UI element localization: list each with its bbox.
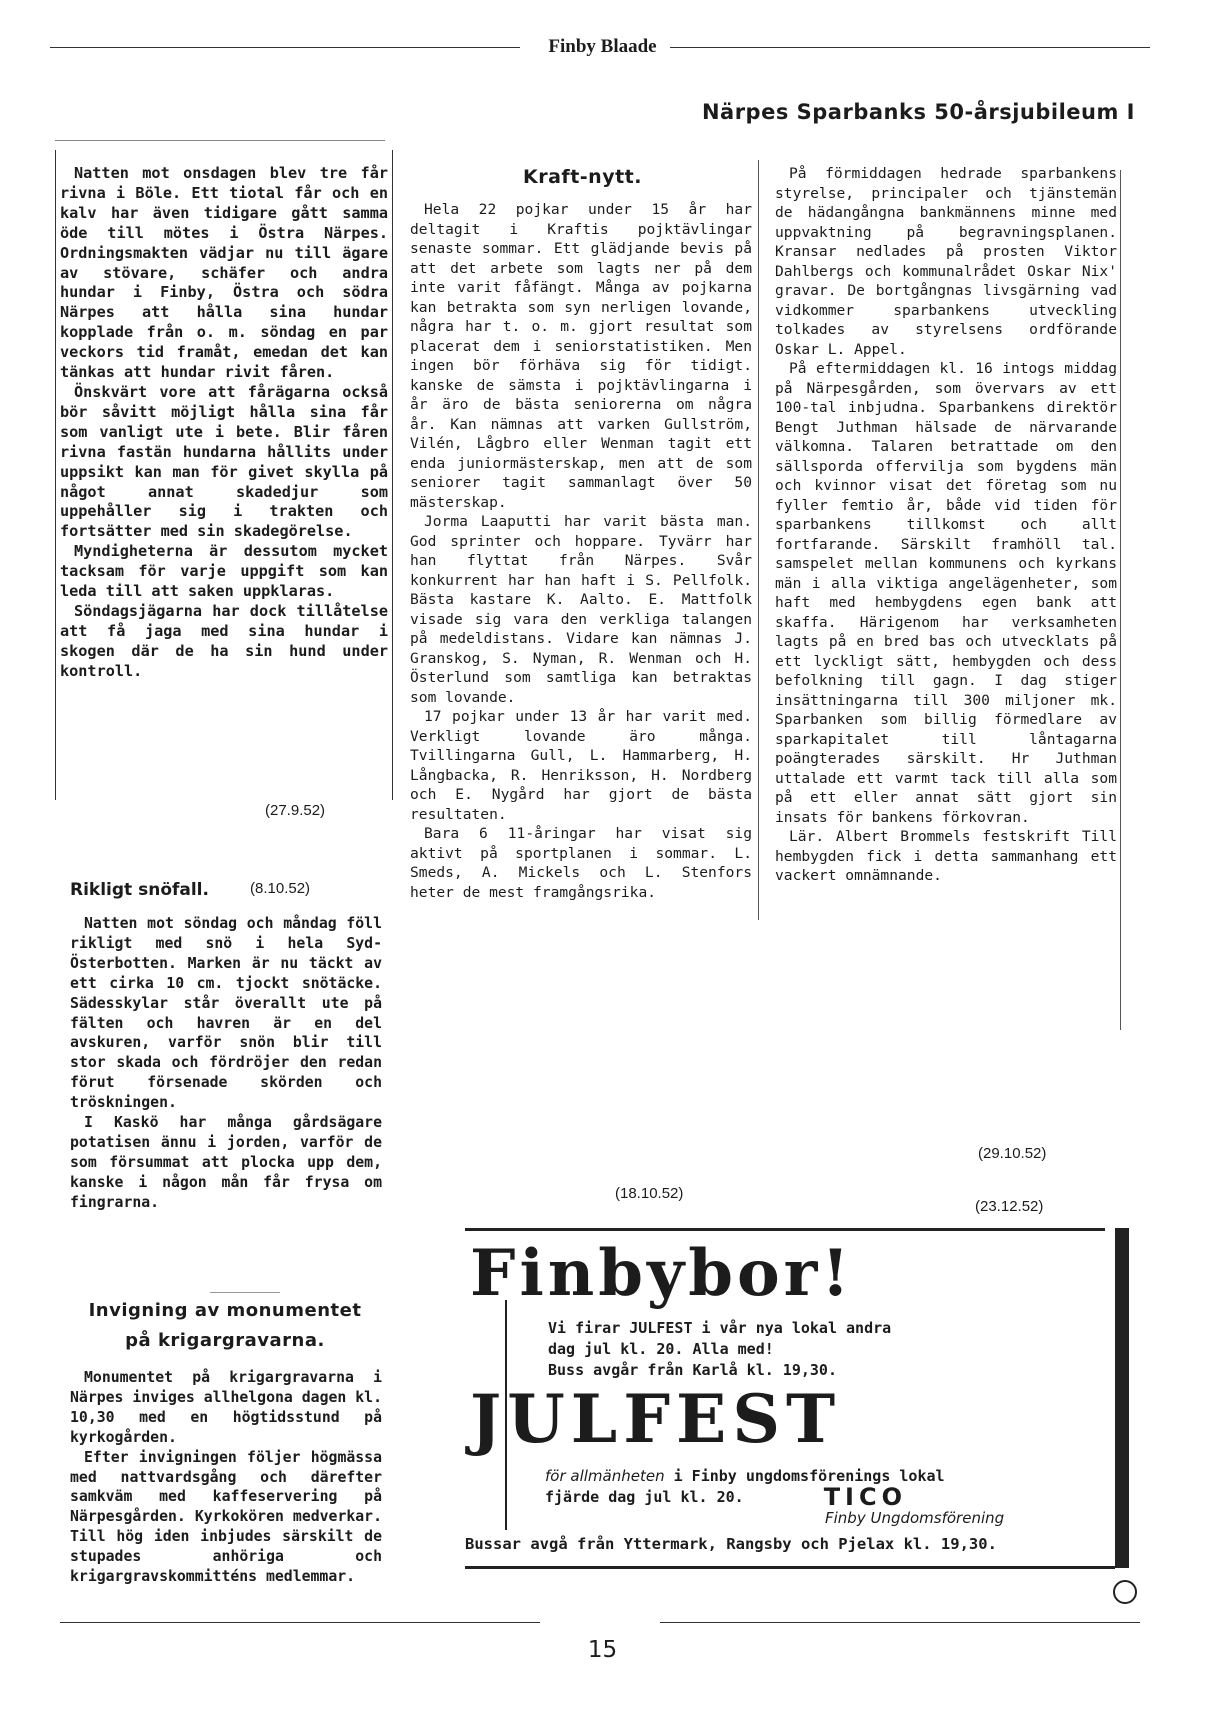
column1-right-rule — [392, 150, 393, 800]
article-paragraph: På eftermiddagen kl. 16 intogs middag på Närpesgården, som övervars av ett 100-tal inbjudna. Sparbankens direktör Bengt Juthman hälsade de närvarande välkomna. Talaren betrattade om den sällsporda offervilja som bygdens män och kvinnor visat det företag som nu fyller femtio år, både vid tiden för sparbankens tillkomst och allt fortfarande. Särskilt framhöll tal. samspelet mellan kommunens och kyrkans män i alla viktiga angelägenheter, som haft med hembygdens egen bank att skaffa. Härigenom har verksamheten lagts på en bred bas och utvecklats på ett lyckligt sätt, hembygden och dess befolkning till gagn. I dag stiger insättningarna till 300 miljoner mk. Sparbanken som billig förmedlare av sparkapitalet till låntagarna poängterades särskilt. Hr Juthman uttalade ett varmt tack till alla som på ett eller annat sätt gjort sin insats för bankens förkovran. — [775, 360, 1117, 826]
article-paragraph: Lär. Albert Brommels festskrift Till hembygden fick i detta sammanhang ett vackert omnämnande. — [775, 828, 1117, 884]
ad-tico: TICO — [823, 1483, 908, 1511]
column2-right-rule — [758, 160, 759, 920]
monument-title-line1: Invigning av monumentet — [88, 1300, 362, 1321]
article-paragraph: På förmiddagen hedrade sparbankens styrelse, principaler och tjänstemän de hädangångna bankmännens minne med uppvaktning på begravningsplanen. Kransar nedlades på prosten Viktor Dahlbergs och kommunalrådet Oskar Nix' gravar. De bortgångnas livsgärning vad vidkommer sparbankens utveckling tolkades av styrelsens ordförande Oskar L. Appel. — [775, 165, 1117, 358]
article-sheep — [60, 164, 388, 682]
header-rule-right — [670, 47, 1150, 48]
article-paragraph: Natten mot söndag och måndag föll rikligt med snö i hela Syd-Österbotten. Marken är nu täckt av ett cirka 10 cm. tjockt snötäcke. Sädesskylar står överallt ute på fälten och havren är en del avskuren, varför snön blir till stor skada och fördröjer den redan förut försenade skörden och tröskningen. — [70, 915, 382, 1112]
ad-signature: Finby Ungdomsförening — [825, 1509, 1005, 1527]
article-paragraph: Natten mot onsdagen blev tre får rivna i Böle. Ett tiotal får och en kalv har även tidigare gått samma öde till mötes i Östra Närpes. Ordningsmakten vädjar nu till ägare av stövare, schäfer och andra hundar i Finby, Östra och södra Närpes att hålla sina hundar kopplade från o. m. söndag en par veckors tid framåt, emedan det kan tänkas att hundar rivit fåren. — [60, 164, 388, 382]
article-date: (27.9.52) — [265, 802, 326, 819]
ad-line: dag jul kl. 20. Alla med! — [548, 1340, 774, 1358]
article-snofall — [70, 914, 382, 1213]
article-kraft — [410, 200, 752, 902]
footer-rule-right — [660, 1622, 1140, 1623]
article-date: (8.10.52) — [250, 880, 311, 897]
article-sparbank — [775, 164, 1117, 886]
ad-bus-line: Bussar avgå från Yttermark, Rangsby och Pjelax kl. 19,30. — [465, 1535, 997, 1553]
ornament-icon — [1113, 1580, 1137, 1604]
series-heading: Närpes Sparbanks 50-årsjubileum I — [701, 100, 1135, 124]
ad-bottom-rule — [465, 1566, 1115, 1569]
ad-side-bar — [1115, 1228, 1129, 1568]
ad-title: JULFEST — [470, 1380, 842, 1458]
ad-line: Buss avgår från Karlå kl. 19,30. — [548, 1361, 837, 1379]
article-paragraph: Hela 22 pojkar under 15 år har deltagit i Kraftis pojktävlingar senaste sommar. Ett glädjande bevis på att det arbete som lagts ner på dem inte varit fåfängt. Många av pojkarna kan betrakta som syn nerligen lovande, några har t. o. m. gjort resultat som placerat dem i seniorstatistiken. Men ingen bör förhäva sig för tidigt. kanske de sämsta i pojktävlingarna i år äro de bästa seniorerna om några år. Kan nämnas att varken Gullström, Vilén, Lågbro eller Wenman tagit ett enda juniormästerskap, men att de som seniorer tagit sammanlagt över 50 mästerskap. — [410, 201, 752, 511]
page-number: 15 — [587, 1637, 618, 1663]
article-paragraph: Önskvärt vore att fårägarna också bör såvitt möjligt hålla sina får som vanligt ute i bete. Blir fåren rivna fastän hundarna hållits under uppsikt kan man för givet skylla på något annat skadedjur som uppehåller sig i trakten och fortsätter med sin skadegörelse. — [60, 382, 388, 541]
ad-details — [545, 1466, 1105, 1529]
ad-line: Vi firar JULFEST i vår nya lokal andra — [548, 1319, 892, 1337]
article-paragraph: Efter invigningen följer högmässa med nattvardsgång och därefter samkväm med kaffeservering på Närpesgården. Kyrkokören medverkar. Till hög iden inbjudes särskilt de stupades anhöriga och krigargravskommitténs medlemmar. — [70, 1448, 382, 1586]
ad-sub-rest: i Finby ungdomsförenings lokal — [673, 1467, 945, 1485]
ad-sub-line2: fjärde dag jul kl. 20. — [545, 1488, 744, 1506]
article-date: (18.10.52) — [615, 1185, 684, 1202]
article-monument — [70, 1368, 382, 1587]
ad-invite — [548, 1318, 1088, 1381]
monument-title-line2: på krigargravarna. — [125, 1330, 325, 1351]
article-paragraph: Monumentet på krigargravarna i Närpes inviges allhelgona dagen kl. 10,30 med en högtidsstund på kyrkogården. — [70, 1369, 382, 1446]
article-paragraph: Söndagsjägarna har dock tillåtelse att få jaga med sina hundar i skogen där de ha sin hund under kontroll. — [60, 601, 388, 680]
column3-right-rule — [1120, 170, 1121, 1030]
ad-top-rule — [465, 1228, 1105, 1231]
ad-date: (23.12.52) — [975, 1198, 1044, 1215]
divider — [210, 1292, 280, 1293]
column1-top-rule — [55, 140, 385, 141]
snofall-title: Rikligt snöfall. — [70, 880, 209, 900]
ad-sub-italic: för allmänheten — [545, 1467, 665, 1485]
kraft-title: Kraft-nytt. — [523, 166, 642, 188]
footer-rule-left — [60, 1622, 540, 1623]
article-date: (29.10.52) — [978, 1145, 1047, 1162]
article-paragraph: Bara 6 11-åringar har visat sig aktivt på sportplanen i sommar. L. Smeds, A. Mickels och L. Stenfors heter de mest framgångsrika. — [410, 825, 752, 901]
ad-headline: Finbybor! — [470, 1236, 854, 1311]
article-paragraph: Myndigheterna är dessutom mycket tacksam för varje uppgift som kan leda till att saken uppklaras. — [60, 542, 388, 601]
article-paragraph: 17 pojkar under 13 år har varit med. Verkligt lovande äro många. Tvillingarna Gull, L. Hammarberg, H. Långbacka, R. Henriksson, H. Nordberg och E. Nygård har gjort de bästa resultaten. — [410, 708, 752, 823]
column1-left-rule — [55, 150, 56, 800]
article-paragraph: I Kaskö har många gårdsägare potatisen ännu i jorden, varför de som försummat att plocka upp dem, kanske i någon mån får frysa om fingrarna. — [70, 1114, 382, 1211]
article-paragraph: Jorma Laaputti har varit bästa man. God sprinter och hoppare. Tyvärr har han flyttat från Närpes. Svår konkurrent har han haft i S. Pellfolk. Bästa kastare K. Aalto. E. Mattfolk visade sig vara den verkliga talangen på medeldistans. Vidare kan nämnas J. Granskog, S. Nyman, R. Wenman och H. Österlund som samtliga kan betraktas som lovande. — [410, 513, 752, 706]
publication-title: Finby Blaade — [548, 36, 657, 57]
